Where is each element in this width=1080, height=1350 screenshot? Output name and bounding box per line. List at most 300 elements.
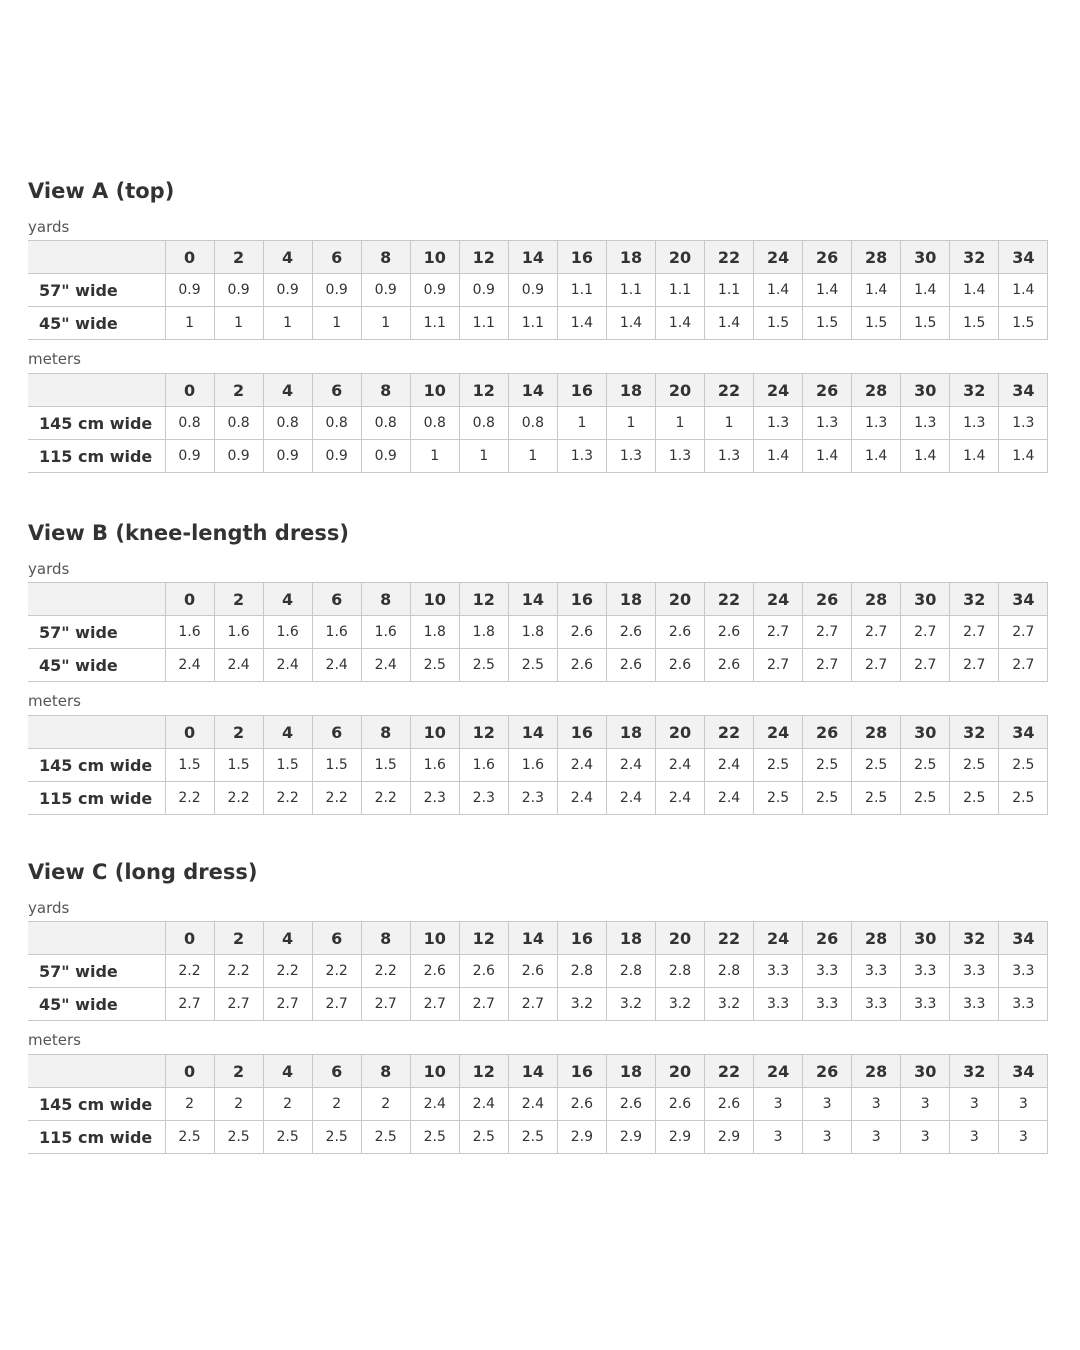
table-cell: 2.5 xyxy=(852,782,901,815)
table-row xyxy=(28,407,1048,440)
table-cell: 1.3 xyxy=(901,407,950,440)
size-header: 10 xyxy=(410,922,459,955)
table-cell: 3.3 xyxy=(852,955,901,988)
table-cell: 1 xyxy=(606,407,655,440)
table-cell: 2.4 xyxy=(410,1088,459,1121)
table-cell: 2.6 xyxy=(410,955,459,988)
table-cell: 1.8 xyxy=(459,616,508,649)
table-cell: 1.4 xyxy=(999,274,1048,307)
size-header: 6 xyxy=(312,241,361,274)
table-cell: 0.8 xyxy=(361,407,410,440)
table-row xyxy=(28,307,1048,340)
table-cell: 2.8 xyxy=(606,955,655,988)
table-cell: 2.7 xyxy=(803,649,852,682)
size-header: 0 xyxy=(165,1055,214,1088)
table-cell: 3.2 xyxy=(655,988,704,1021)
table-cell: 1.1 xyxy=(705,274,754,307)
size-header: 26 xyxy=(803,922,852,955)
size-header: 28 xyxy=(852,241,901,274)
table-cell: 3 xyxy=(803,1121,852,1154)
size-header: 8 xyxy=(361,583,410,616)
table-cell: 0.9 xyxy=(214,440,263,473)
table-cell: 1.5 xyxy=(999,307,1048,340)
table-cell: 2.2 xyxy=(165,782,214,815)
table-cell: 3.3 xyxy=(803,988,852,1021)
size-header: 20 xyxy=(655,716,704,749)
table-cell: 3.3 xyxy=(950,988,999,1021)
table-cell: 3.3 xyxy=(754,955,803,988)
size-header: 16 xyxy=(557,1055,606,1088)
table-cell: 2.2 xyxy=(361,782,410,815)
size-header: 4 xyxy=(263,922,312,955)
table-cell: 2.6 xyxy=(557,649,606,682)
size-header: 8 xyxy=(361,241,410,274)
table-cell: 2.3 xyxy=(459,782,508,815)
size-header: 14 xyxy=(508,583,557,616)
table-cell: 2.4 xyxy=(606,749,655,782)
table-cell: 1.5 xyxy=(950,307,999,340)
table-cell: 3 xyxy=(901,1088,950,1121)
size-header: 18 xyxy=(606,716,655,749)
table-cell: 2.5 xyxy=(803,782,852,815)
table-cell: 3.3 xyxy=(754,988,803,1021)
size-header: 16 xyxy=(557,374,606,407)
table-cell: 2.4 xyxy=(655,782,704,815)
size-header: 18 xyxy=(606,922,655,955)
size-header: 2 xyxy=(214,583,263,616)
table-cell: 1.1 xyxy=(655,274,704,307)
table-cell: 2.5 xyxy=(803,749,852,782)
table-cell: 0.8 xyxy=(459,407,508,440)
size-header: 32 xyxy=(950,583,999,616)
size-table-yards xyxy=(28,582,1048,682)
table-cell: 2.6 xyxy=(557,616,606,649)
table-cell: 1.4 xyxy=(950,274,999,307)
size-header: 18 xyxy=(606,1055,655,1088)
table-cell: 0.9 xyxy=(263,274,312,307)
table-cell: 1.3 xyxy=(606,440,655,473)
size-header: 12 xyxy=(459,1055,508,1088)
size-header: 26 xyxy=(803,716,852,749)
size-header: 28 xyxy=(852,922,901,955)
table-cell: 1 xyxy=(655,407,704,440)
table-cell: 2.5 xyxy=(754,782,803,815)
table-cell: 1.4 xyxy=(901,274,950,307)
table-cell: 2.5 xyxy=(410,649,459,682)
table-row xyxy=(28,649,1048,682)
size-header-row xyxy=(28,374,1048,407)
unit-label-yards: yards xyxy=(28,218,70,236)
table-cell: 0.8 xyxy=(214,407,263,440)
table-cell: 1.4 xyxy=(999,440,1048,473)
size-header: 24 xyxy=(754,716,803,749)
table-cell: 2.2 xyxy=(361,955,410,988)
table-cell: 2.6 xyxy=(655,649,704,682)
table-cell: 2.9 xyxy=(705,1121,754,1154)
table-cell: 1.4 xyxy=(803,440,852,473)
table-cell: 2.8 xyxy=(655,955,704,988)
size-header: 26 xyxy=(803,583,852,616)
table-cell: 1.5 xyxy=(754,307,803,340)
size-header: 16 xyxy=(557,241,606,274)
size-header: 14 xyxy=(508,374,557,407)
table-cell: 1.4 xyxy=(901,440,950,473)
table-cell: 2 xyxy=(361,1088,410,1121)
table-cell: 1.4 xyxy=(754,440,803,473)
row-label: 45" wide xyxy=(28,307,165,340)
table-row xyxy=(28,440,1048,473)
table-cell: 0.9 xyxy=(312,440,361,473)
size-header: 12 xyxy=(459,716,508,749)
corner-cell xyxy=(28,1055,165,1088)
table-cell: 3.2 xyxy=(705,988,754,1021)
unit-label-meters: meters xyxy=(28,350,81,368)
table-cell: 2.4 xyxy=(263,649,312,682)
table-cell: 3.3 xyxy=(852,988,901,1021)
table-cell: 2.5 xyxy=(214,1121,263,1154)
table-cell: 3.3 xyxy=(803,955,852,988)
table-cell: 0.9 xyxy=(165,440,214,473)
size-header: 32 xyxy=(950,1055,999,1088)
size-header: 34 xyxy=(999,583,1048,616)
table-cell: 2.6 xyxy=(508,955,557,988)
table-cell: 1.8 xyxy=(508,616,557,649)
table-cell: 1 xyxy=(410,440,459,473)
table-cell: 1.6 xyxy=(410,749,459,782)
table-cell: 1.3 xyxy=(999,407,1048,440)
table-cell: 1.6 xyxy=(263,616,312,649)
table-cell: 2.7 xyxy=(508,988,557,1021)
table-cell: 1.5 xyxy=(852,307,901,340)
table-cell: 2.8 xyxy=(557,955,606,988)
table-cell: 3 xyxy=(999,1088,1048,1121)
size-header: 24 xyxy=(754,1055,803,1088)
table-cell: 1.1 xyxy=(459,307,508,340)
table-cell: 2.7 xyxy=(410,988,459,1021)
size-header: 14 xyxy=(508,241,557,274)
table-cell: 2.7 xyxy=(754,616,803,649)
table-cell: 1.4 xyxy=(754,274,803,307)
table-cell: 2.6 xyxy=(705,649,754,682)
size-header: 4 xyxy=(263,583,312,616)
table-cell: 3.3 xyxy=(901,955,950,988)
size-header: 14 xyxy=(508,1055,557,1088)
table-cell: 2.6 xyxy=(459,955,508,988)
table-cell: 1.3 xyxy=(950,407,999,440)
size-header: 18 xyxy=(606,241,655,274)
size-header: 12 xyxy=(459,241,508,274)
table-cell: 2.4 xyxy=(508,1088,557,1121)
table-cell: 2.6 xyxy=(606,649,655,682)
table-cell: 1.5 xyxy=(165,749,214,782)
table-cell: 1.5 xyxy=(263,749,312,782)
size-header: 6 xyxy=(312,583,361,616)
table-cell: 1.5 xyxy=(312,749,361,782)
table-cell: 0.9 xyxy=(214,274,263,307)
size-table-yards xyxy=(28,921,1048,1021)
size-header: 8 xyxy=(361,374,410,407)
table-cell: 1.6 xyxy=(312,616,361,649)
table-cell: 2.5 xyxy=(410,1121,459,1154)
table-cell: 1.3 xyxy=(852,407,901,440)
row-label: 145 cm wide xyxy=(28,1088,165,1121)
table-cell: 1.5 xyxy=(901,307,950,340)
size-header: 32 xyxy=(950,716,999,749)
table-cell: 2.2 xyxy=(214,955,263,988)
size-header: 14 xyxy=(508,922,557,955)
table-cell: 0.9 xyxy=(459,274,508,307)
table-cell: 0.8 xyxy=(312,407,361,440)
table-cell: 3.3 xyxy=(999,988,1048,1021)
view-section xyxy=(28,518,1048,818)
view-title: View C (long dress) xyxy=(28,860,258,884)
table-row xyxy=(28,988,1048,1021)
table-cell: 2 xyxy=(312,1088,361,1121)
size-header-row xyxy=(28,922,1048,955)
table-cell: 2.5 xyxy=(312,1121,361,1154)
size-header: 8 xyxy=(361,716,410,749)
table-row xyxy=(28,274,1048,307)
table-cell: 2.7 xyxy=(214,988,263,1021)
table-cell: 2.4 xyxy=(705,749,754,782)
table-cell: 2.4 xyxy=(459,1088,508,1121)
row-label: 145 cm wide xyxy=(28,749,165,782)
table-cell: 1.6 xyxy=(508,749,557,782)
table-cell: 0.9 xyxy=(312,274,361,307)
table-cell: 2.2 xyxy=(263,955,312,988)
table-cell: 2.7 xyxy=(312,988,361,1021)
size-header: 22 xyxy=(705,583,754,616)
table-cell: 1.3 xyxy=(705,440,754,473)
table-cell: 3 xyxy=(754,1088,803,1121)
table-cell: 2.4 xyxy=(557,749,606,782)
row-label: 115 cm wide xyxy=(28,782,165,815)
table-cell: 2.2 xyxy=(214,782,263,815)
table-cell: 2.5 xyxy=(361,1121,410,1154)
size-header: 24 xyxy=(754,583,803,616)
table-cell: 2.4 xyxy=(606,782,655,815)
table-cell: 2.5 xyxy=(508,649,557,682)
table-cell: 2.5 xyxy=(459,649,508,682)
table-cell: 1.6 xyxy=(214,616,263,649)
size-table-yards xyxy=(28,240,1048,340)
table-cell: 2.6 xyxy=(606,616,655,649)
size-header: 18 xyxy=(606,374,655,407)
size-header: 4 xyxy=(263,241,312,274)
table-cell: 0.8 xyxy=(263,407,312,440)
view-title: View B (knee-length dress) xyxy=(28,521,350,545)
table-cell: 2.5 xyxy=(852,749,901,782)
table-row xyxy=(28,616,1048,649)
table-cell: 1.8 xyxy=(410,616,459,649)
table-cell: 1 xyxy=(165,307,214,340)
table-cell: 2.5 xyxy=(999,749,1048,782)
size-header: 34 xyxy=(999,241,1048,274)
table-row xyxy=(28,1121,1048,1154)
table-cell: 2.9 xyxy=(557,1121,606,1154)
size-header: 30 xyxy=(901,241,950,274)
table-cell: 2.5 xyxy=(950,782,999,815)
size-header: 4 xyxy=(263,374,312,407)
table-cell: 2 xyxy=(214,1088,263,1121)
size-header: 24 xyxy=(754,922,803,955)
table-cell: 1 xyxy=(459,440,508,473)
size-header: 26 xyxy=(803,1055,852,1088)
size-header: 2 xyxy=(214,241,263,274)
size-header: 6 xyxy=(312,716,361,749)
size-header: 30 xyxy=(901,922,950,955)
table-cell: 2.4 xyxy=(705,782,754,815)
table-cell: 2.5 xyxy=(263,1121,312,1154)
view-title: View A (top) xyxy=(28,179,175,203)
table-cell: 3 xyxy=(999,1121,1048,1154)
table-cell: 2.7 xyxy=(754,649,803,682)
table-cell: 3 xyxy=(754,1121,803,1154)
table-cell: 2.9 xyxy=(655,1121,704,1154)
table-cell: 2.7 xyxy=(803,616,852,649)
row-label: 115 cm wide xyxy=(28,1121,165,1154)
table-cell: 2.4 xyxy=(214,649,263,682)
size-header: 16 xyxy=(557,922,606,955)
table-cell: 1.3 xyxy=(655,440,704,473)
corner-cell xyxy=(28,583,165,616)
table-cell: 2.6 xyxy=(705,616,754,649)
table-cell: 2.2 xyxy=(263,782,312,815)
size-header: 22 xyxy=(705,1055,754,1088)
table-cell: 2 xyxy=(165,1088,214,1121)
table-cell: 2.4 xyxy=(655,749,704,782)
unit-label-meters: meters xyxy=(28,692,81,710)
view-section xyxy=(28,857,1048,1157)
unit-label-yards: yards xyxy=(28,560,70,578)
table-cell: 1.4 xyxy=(557,307,606,340)
table-cell: 1.3 xyxy=(754,407,803,440)
table-cell: 2.7 xyxy=(165,988,214,1021)
table-cell: 2.6 xyxy=(557,1088,606,1121)
size-header: 14 xyxy=(508,716,557,749)
size-header: 22 xyxy=(705,922,754,955)
size-header: 22 xyxy=(705,241,754,274)
table-cell: 2.7 xyxy=(459,988,508,1021)
table-cell: 3.3 xyxy=(999,955,1048,988)
size-header: 20 xyxy=(655,241,704,274)
table-cell: 3.3 xyxy=(950,955,999,988)
size-table-meters xyxy=(28,1054,1048,1154)
table-cell: 2.9 xyxy=(606,1121,655,1154)
table-cell: 0.9 xyxy=(361,274,410,307)
size-header: 20 xyxy=(655,922,704,955)
table-cell: 2.3 xyxy=(508,782,557,815)
row-label: 57" wide xyxy=(28,616,165,649)
size-header: 12 xyxy=(459,374,508,407)
table-cell: 1.4 xyxy=(705,307,754,340)
table-cell: 3.2 xyxy=(606,988,655,1021)
table-cell: 0.9 xyxy=(165,274,214,307)
size-header: 6 xyxy=(312,1055,361,1088)
table-cell: 2.5 xyxy=(165,1121,214,1154)
table-cell: 1.5 xyxy=(361,749,410,782)
table-row xyxy=(28,1088,1048,1121)
table-cell: 1 xyxy=(705,407,754,440)
table-cell: 1 xyxy=(263,307,312,340)
unit-label-meters: meters xyxy=(28,1031,81,1049)
table-cell: 2.5 xyxy=(901,749,950,782)
size-header: 0 xyxy=(165,922,214,955)
table-cell: 2.6 xyxy=(655,1088,704,1121)
size-header: 24 xyxy=(754,241,803,274)
size-header: 30 xyxy=(901,1055,950,1088)
size-header: 2 xyxy=(214,922,263,955)
table-cell: 2.4 xyxy=(361,649,410,682)
size-header: 20 xyxy=(655,1055,704,1088)
table-cell: 1 xyxy=(557,407,606,440)
table-cell: 0.9 xyxy=(508,274,557,307)
size-table-meters xyxy=(28,373,1048,473)
table-cell: 2.7 xyxy=(950,649,999,682)
table-cell: 2.6 xyxy=(606,1088,655,1121)
table-cell: 2.2 xyxy=(312,782,361,815)
size-header: 22 xyxy=(705,716,754,749)
table-cell: 1.6 xyxy=(165,616,214,649)
size-header: 34 xyxy=(999,374,1048,407)
row-label: 45" wide xyxy=(28,988,165,1021)
table-cell: 1.6 xyxy=(459,749,508,782)
size-header: 4 xyxy=(263,1055,312,1088)
table-cell: 3.2 xyxy=(557,988,606,1021)
table-cell: 1.5 xyxy=(803,307,852,340)
size-header: 10 xyxy=(410,583,459,616)
size-header: 10 xyxy=(410,716,459,749)
size-header: 34 xyxy=(999,922,1048,955)
table-cell: 2.8 xyxy=(705,955,754,988)
table-cell: 2.7 xyxy=(263,988,312,1021)
size-header: 6 xyxy=(312,374,361,407)
table-cell: 1.4 xyxy=(852,274,901,307)
table-cell: 1 xyxy=(508,440,557,473)
table-cell: 2.7 xyxy=(950,616,999,649)
table-cell: 2.7 xyxy=(852,616,901,649)
size-header: 10 xyxy=(410,374,459,407)
corner-cell xyxy=(28,716,165,749)
size-header: 26 xyxy=(803,374,852,407)
size-header: 28 xyxy=(852,374,901,407)
table-row xyxy=(28,749,1048,782)
table-cell: 2.5 xyxy=(999,782,1048,815)
table-cell: 2 xyxy=(263,1088,312,1121)
table-cell: 1 xyxy=(312,307,361,340)
table-cell: 2.6 xyxy=(655,616,704,649)
table-cell: 1 xyxy=(361,307,410,340)
table-cell: 2.4 xyxy=(557,782,606,815)
size-header: 32 xyxy=(950,374,999,407)
table-cell: 2.2 xyxy=(312,955,361,988)
table-cell: 1.6 xyxy=(361,616,410,649)
table-row xyxy=(28,782,1048,815)
table-cell: 2.4 xyxy=(165,649,214,682)
table-cell: 2.5 xyxy=(508,1121,557,1154)
row-label: 45" wide xyxy=(28,649,165,682)
table-cell: 1.1 xyxy=(508,307,557,340)
table-cell: 3 xyxy=(852,1121,901,1154)
size-header: 22 xyxy=(705,374,754,407)
table-cell: 3 xyxy=(901,1121,950,1154)
size-header: 8 xyxy=(361,922,410,955)
size-header: 30 xyxy=(901,374,950,407)
row-label: 57" wide xyxy=(28,955,165,988)
size-header-row xyxy=(28,1055,1048,1088)
table-cell: 2.4 xyxy=(312,649,361,682)
size-header: 12 xyxy=(459,922,508,955)
